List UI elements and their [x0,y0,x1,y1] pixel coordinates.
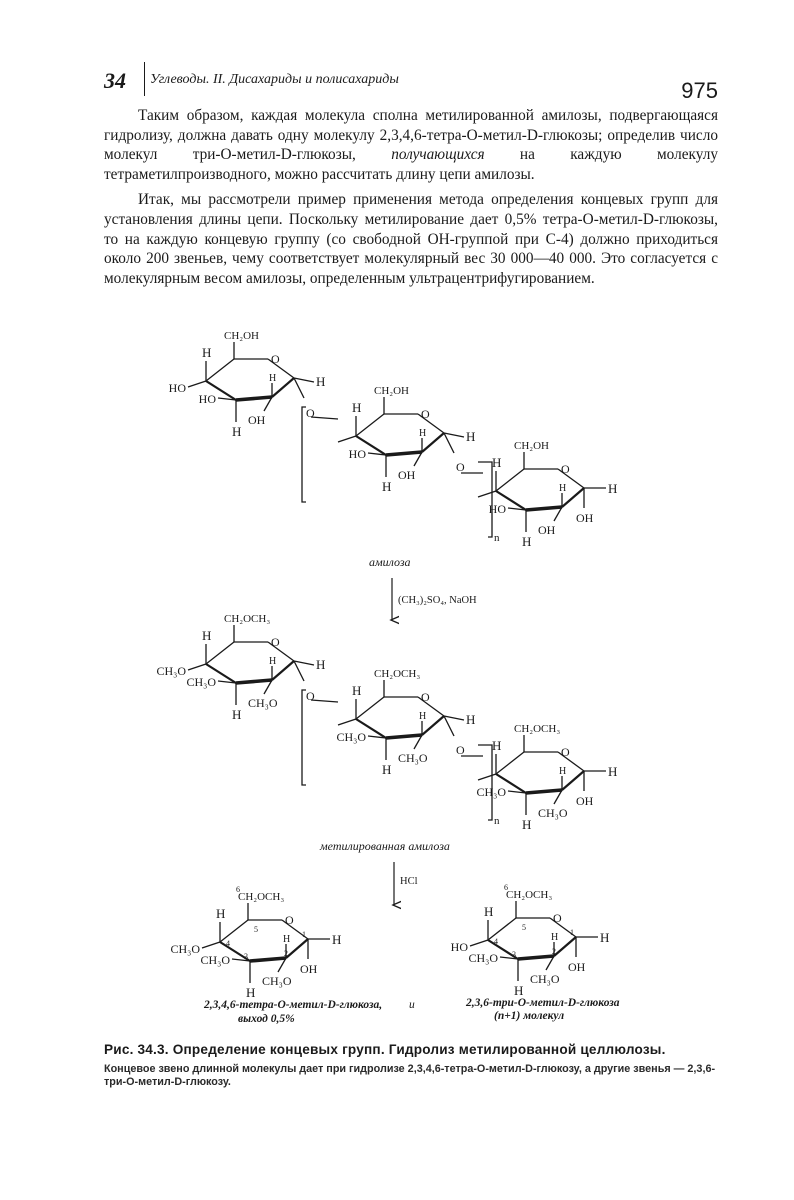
ring-bond-bold [518,956,554,959]
h-atom: H [332,932,342,947]
substituent-bond [202,942,220,948]
ring-bond-bold [386,452,422,455]
methylation-reagents: (CH₃)₂SO₄, NaOH [398,595,477,606]
c6-group: CH₂OCH₃ [514,723,561,735]
methylated-amylose-label: метилированная амилоза [320,839,450,853]
c1-group: OH [576,794,594,808]
ring-bond [356,414,384,436]
and-word: и [409,999,415,1011]
ring-bond [206,359,234,381]
c3-group: HO [488,502,506,516]
c6-group: CH₂OH [374,385,410,397]
c2-group: CH₃O [530,972,560,986]
c6-group: CH₂OCH₃ [238,891,285,903]
figure-caption [104,1042,718,1089]
h-atom: H [559,766,567,777]
ring-bond-bold [236,680,272,683]
caption-title: Рис. 34.3. Определение концевых групп. Гидролиз метилированной целлюлозы. [104,1042,666,1057]
c6-group: CH₂OCH₃ [506,889,553,901]
h-atom: H [352,683,362,698]
carbon-number: 6 [504,883,508,892]
page-number: 975 [681,78,718,103]
product2-name: 2,3,6-три-O-метил-D-глюкоза [466,997,620,1009]
ring-oxygen: O [271,635,280,649]
carbon-number: 2 [284,949,288,958]
h-atom: H [269,373,277,384]
c3-group: CH₃O [200,953,230,967]
c3-group: CH₃O [186,675,216,689]
carbon-number: 5 [522,923,526,932]
ring-bond-bold [250,958,286,961]
h-atom: H [382,479,392,494]
substituent-bond [338,719,356,725]
product1-yield: выход 0,5% [238,1013,295,1025]
h-atom: H [551,932,559,943]
substituent-bond [188,381,206,387]
repeat-count: n [494,815,500,827]
glycosidic-bond [444,716,454,736]
paragraph-2: Итак, мы рассмотрели пример применения метода определения концевых групп для установления длины цепи. Поскольку метилирование дает 0,5% тетра-O-метил-D-глюкозы, то на каждую концевую группу (со свободной OH-группой при C-4) должно приходиться около 200 звеньев, чему соответствует молекулярный вес 30 000—40 000. Это согласуется с молекулярным весом амилозы, определенным ультрацентрифугированием. [104,191,718,287]
h-atom: H [202,345,212,360]
h-atom: H [382,762,392,777]
ring-oxygen: O [553,911,562,925]
h-atom: H [522,817,532,832]
c1-group: OH [568,960,586,974]
ring-oxygen: O [421,690,430,704]
c4-group: HO [450,940,468,954]
c2-group: OH [248,413,266,427]
c3-group: CH₃O [336,730,366,744]
carbon-number: 2 [552,947,556,956]
c6-group: CH₂OCH₃ [224,613,271,625]
c6-group: CH₂OCH₃ [374,668,421,680]
chapter-number: 34 [104,68,126,93]
h-atom: H [316,657,326,672]
h-atom: H [246,985,256,1000]
h-atom: H [514,983,524,998]
c3-group: HO [348,447,366,461]
h-atom: H [216,906,226,921]
c3-group: CH₃O [468,951,498,965]
paragraph-1-emphasis: получающихся [391,146,485,164]
carbon-number: 4 [226,939,230,948]
c3-group: CH₃O [476,785,506,799]
h-atom: H [600,930,610,945]
substituent-bond [294,378,314,382]
repeat-bracket-left [302,690,306,785]
ring-bond [206,642,234,664]
ring-oxygen: O [285,913,294,927]
h-atom: H [232,424,242,439]
glycosidic-oxygen: O [306,689,315,703]
repeat-bracket-left [302,407,306,502]
ring-bond-bold [526,790,562,793]
substituent-bond [470,940,488,946]
ring-oxygen: O [561,745,570,759]
ring-bond [220,920,248,942]
molecule-layer [156,330,617,1000]
substituent-bond [444,716,464,720]
glycosidic-bond [311,417,338,419]
c4-group: CH₃O [170,942,200,956]
c6-group: CH₂OH [514,440,550,452]
h-atom: H [352,400,362,415]
glycosidic-bond [294,661,304,681]
substituent-bond [188,664,206,670]
repeat-count: n [494,532,500,544]
ring-oxygen: O [421,407,430,421]
carbon-number: 4 [494,937,498,946]
substituent-bond [338,436,356,442]
c1-group: OH [300,962,318,976]
h-atom: H [492,738,502,753]
h-atom: H [316,374,326,389]
carbon-number: 1 [570,928,574,937]
h-atom: H [466,712,476,727]
h-atom: H [419,428,427,439]
ring-bond-bold [526,507,562,510]
h-atom: H [232,707,242,722]
h-atom: H [608,481,618,496]
c4-group: CH₃O [156,664,186,678]
h-atom: H [202,628,212,643]
c2-group: OH [538,523,556,537]
c6-group: CH₂OH [224,330,260,342]
h-atom: H [283,934,291,945]
h-atom: H [522,534,532,549]
running-title: Углеводы. II. Дисахариды и полисахариды [150,72,399,87]
amylose-label: амилоза [369,555,411,569]
ring-bond [496,752,524,774]
h-atom: H [492,455,502,470]
ring-oxygen: O [561,462,570,476]
c1-group: OH [576,511,594,525]
c2-group: CH₃O [538,806,568,820]
substituent-bond [478,774,496,780]
glycosidic-oxygen: O [456,460,465,474]
substituent-bond [294,661,314,665]
carbon-number: 3 [512,950,516,959]
glycosidic-bond [311,700,338,702]
carbon-number: 3 [244,952,248,961]
c2-group: OH [398,468,416,482]
glycosidic-bond [294,378,304,398]
ring-bond [488,918,516,940]
ring-oxygen: O [271,352,280,366]
glycosidic-oxygen: O [456,743,465,757]
h-atom: H [559,483,567,494]
ring-bond [356,697,384,719]
glycosidic-bond [444,433,454,453]
ring-bond-bold [236,397,272,400]
carbon-number: 6 [236,885,240,894]
c4-group: HO [168,381,186,395]
carbon-number: 5 [254,925,258,934]
h-atom: H [484,904,494,919]
c2-group: CH₃O [398,751,428,765]
product1-name: 2,3,4,6-тетра-O-метил-D-глюкоза, [204,999,383,1011]
h-atom: H [608,764,618,779]
c2-group: CH₃O [248,696,278,710]
substituent-bond [444,433,464,437]
product2-count: (n+1) молекул [494,1010,565,1022]
c3-group: HO [198,392,216,406]
ring-bond-bold [386,735,422,738]
glycosidic-oxygen: O [306,406,315,420]
caption-note: Концевое звено длинной молекулы дает при гидролизе 2,3,4,6-тетра-O-метил-D-глюкозу, а другие звенья — 2,3,6-три-O-метил-D-глюкозу. [104,1063,716,1088]
substituent-bond [478,491,496,497]
carbon-number: 1 [302,930,306,939]
paragraph-1-text-b: на каждую молекулу тетраметилпроизводного, можно рассчитать длину цепи амилозы. [104,146,718,183]
h-atom: H [466,429,476,444]
ring-bond [496,469,524,491]
hydrolysis-reagent: HCl [400,876,418,887]
h-atom: H [419,711,427,722]
paragraph-1-text-a: Таким образом, каждая молекула сполна метилированной амилозы, подвергающаяся гидролизу, должна давать одну молекулу 2,3,4,6-тетра-O-метил-D-глюкозы; определив число молекул три-O-метил-D-глюкозы, [104,107,718,164]
h-atom: H [269,656,277,667]
c2-group: CH₃O [262,974,292,988]
